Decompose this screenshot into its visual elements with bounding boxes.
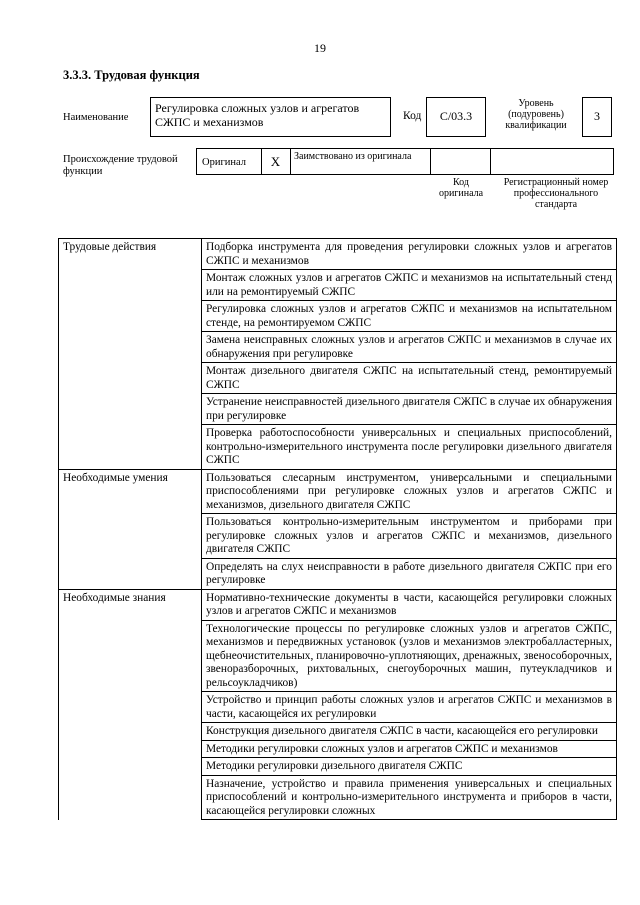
table-row bbox=[59, 363, 617, 394]
code-box bbox=[426, 97, 486, 137]
table-cell: Методики регулировки сложных узлов и агрегатов СЖПС и механизмов bbox=[202, 740, 617, 758]
code-value: C/03.3 bbox=[439, 109, 473, 123]
original-cell bbox=[197, 149, 262, 174]
section-title-actions: Трудовые действия bbox=[59, 239, 202, 270]
function-name-value: Регулировка сложных узлов и агрегатов СЖПС и механизмов bbox=[155, 101, 360, 129]
table-cell: Назначение, устройство и правила применения универсальных и специальных приспособлений и контрольно-измерительного инструмента и приборов в части, касающейся регулировки сложных bbox=[202, 775, 617, 820]
table-row bbox=[59, 514, 617, 559]
table-row bbox=[59, 394, 617, 425]
table-row bbox=[59, 558, 617, 589]
table-cell: Конструкция дизельного двигателя СЖПС в части, касающейся его регулировки bbox=[202, 723, 617, 741]
section-title-knowledge: Необходимые знания bbox=[59, 589, 202, 620]
table-row bbox=[59, 589, 617, 620]
code-orig-label: Код оригинала bbox=[438, 177, 484, 199]
origin-label: Происхождение трудовой функции bbox=[63, 154, 178, 177]
table-cell: Технологические процессы по регулировке сложных узлов и агрегатов СЖПС, механизмов и передвижных установок (узлов и механизмов электробалластерных, щебнеочистительных, планировочно-уплотняющих, дренажных, звенособорочных, звеноразборочных, рихтовальных, снегоуборочных машин, путеукладчиков и рельсоукладчиков) bbox=[202, 620, 617, 692]
level-label: Уровень (подуровень) квалификации bbox=[505, 98, 567, 131]
table-cell: Пользоваться контрольно-измерительным инструментом и приборами при регулировке сложных узлов и агрегатов СЖПС и механизмов, дизельного двигателя СЖПС bbox=[202, 514, 617, 559]
original-label: Оригинал bbox=[202, 157, 246, 168]
table-row bbox=[59, 740, 617, 758]
borrowed-label: Заимствовано из оригинала bbox=[294, 151, 412, 162]
table-row bbox=[59, 239, 617, 270]
table-row bbox=[59, 620, 617, 692]
table-row bbox=[59, 723, 617, 741]
table-row bbox=[59, 692, 617, 723]
table-cell: Нормативно-технические документы в части, касающейся регулировки сложных узлов и агрегатов СЖПС и механизмов bbox=[202, 589, 617, 620]
name-label: Наименование bbox=[63, 112, 129, 123]
table-row bbox=[59, 270, 617, 301]
table-row bbox=[59, 758, 617, 776]
level-value: 3 bbox=[594, 109, 600, 123]
section-title-skills: Необходимые умения bbox=[59, 469, 202, 514]
page-number: 19 bbox=[314, 41, 326, 55]
table-row bbox=[59, 301, 617, 332]
origin-box bbox=[196, 148, 614, 175]
table-cell: Устройство и принцип работы сложных узлов и агрегатов СЖПС и механизмов в части, касающейся их регулировки bbox=[202, 692, 617, 723]
table-row bbox=[59, 332, 617, 363]
section-title: 3.3.3. Трудовая функция bbox=[63, 68, 200, 82]
table-cell: Определять на слух неисправности в работе дизельного двигателя СЖПС при его регулировке bbox=[202, 558, 617, 589]
level-box bbox=[582, 97, 612, 137]
table-cell: Регулировка сложных узлов и агрегатов СЖПС и механизмов на испытательном стенде, на ремонтируемом СЖПС bbox=[202, 301, 617, 332]
reg-number-label: Регистрационный номер профессионального стандарта bbox=[503, 177, 609, 210]
table-row bbox=[59, 425, 617, 470]
labor-function-table bbox=[58, 238, 617, 820]
original-mark: X bbox=[261, 149, 291, 174]
table-cell: Подборка инструмента для проведения регулировки сложных узлов и агрегатов СЖПС и механизмов bbox=[202, 239, 617, 270]
table-cell: Методики регулировки дизельного двигателя СЖПС bbox=[202, 758, 617, 776]
table-row bbox=[59, 469, 617, 514]
borrowed-cell bbox=[290, 149, 431, 174]
table-cell: Монтаж дизельного двигателя СЖПС на испытательный стенд, ремонтируемый СЖПС bbox=[202, 363, 617, 394]
table-cell: Пользоваться слесарным инструментом, универсальными и специальными приспособлениями при регулировке сложных узлов и агрегатов СЖПС и механизмов, дизельного двигателя СЖПС bbox=[202, 469, 617, 514]
code-orig-cell bbox=[430, 149, 491, 174]
function-name-box bbox=[150, 97, 391, 137]
code-label: Код bbox=[403, 110, 422, 122]
table-cell: Устранение неисправностей дизельного двигателя СЖПС в случае их обнаружения при регулировке bbox=[202, 394, 617, 425]
table-cell: Проверка работоспособности универсальных и специальных приспособлений, контрольно-измерительного инструмента после регулировки дизельного двигателя СЖПС bbox=[202, 425, 617, 470]
table-cell: Монтаж сложных узлов и агрегатов СЖПС и механизмов на испытательный стенд или на ремонтируемый СЖПС bbox=[202, 270, 617, 301]
table-cell: Замена неисправных сложных узлов и агрегатов СЖПС и механизмов в случае их обнаружения при регулировке bbox=[202, 332, 617, 363]
table-row bbox=[59, 775, 617, 820]
